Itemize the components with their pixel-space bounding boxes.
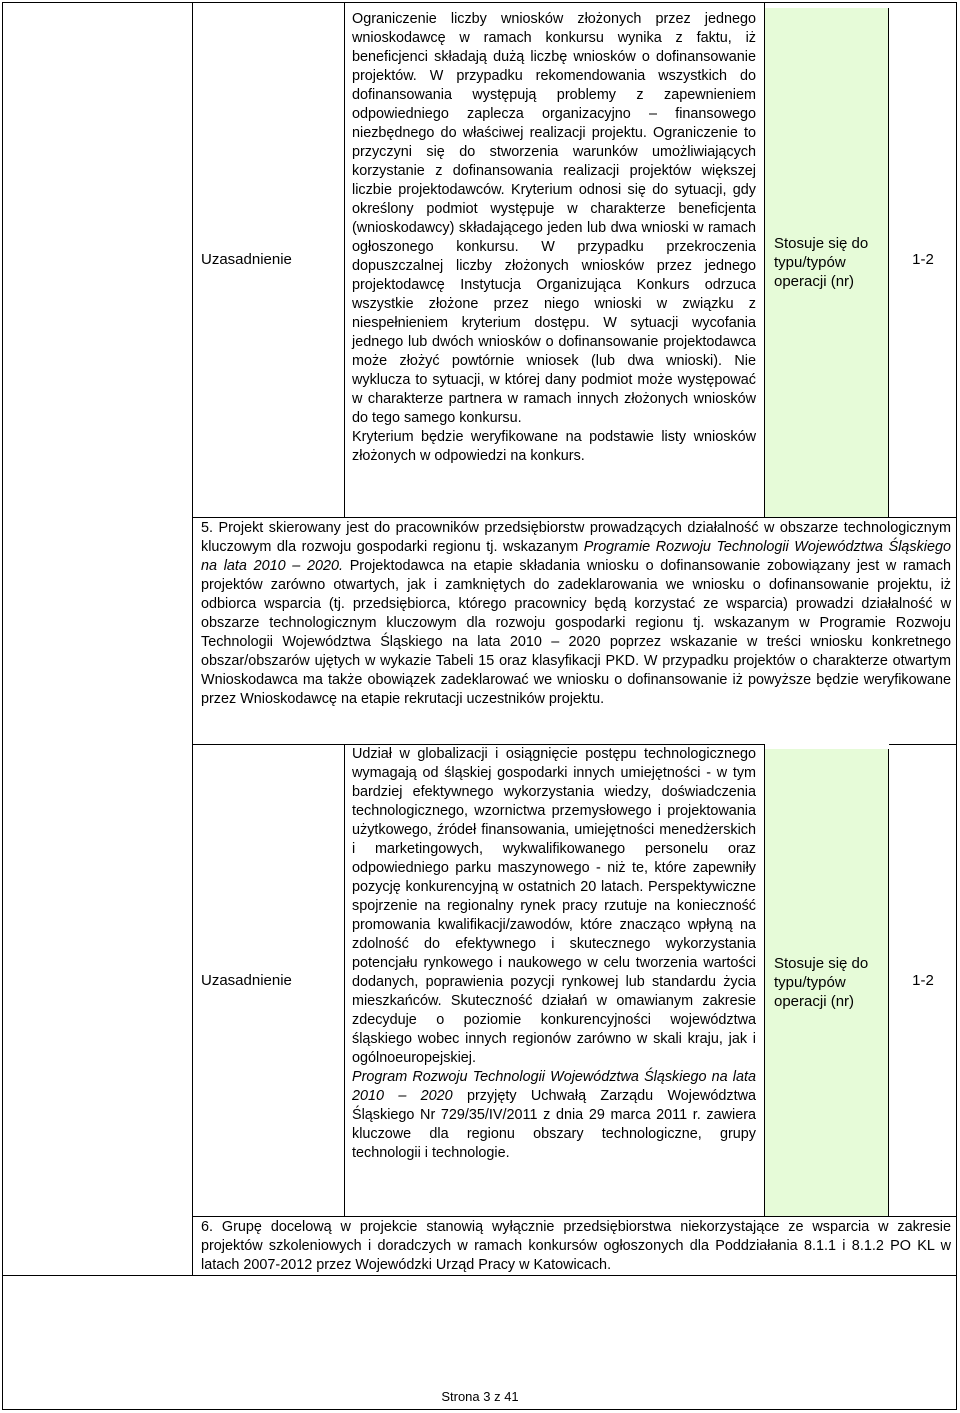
- applies-to-label-2: Stosuje się do typu/typów operacji (nr): [774, 955, 869, 1010]
- criterion-5-text-b: Projektodawca na etapie składania wniosku o dofinansowanie zobowiązany jest w ramach projektów zarówno otwartych, jak i zamkniętych do zadeklarowania we wniosku o dofinansowanie projektu, iż odbiorca wsparcia (tj. przedsiębiorca, którego pracownicy będą korzystać ze wsparcia) prowadzi działalność w obszarze technologicznym kluczowym dla rozwoju gospodarki regionu tj. wskazanym w Programie Rozwoju Technologii Województwa Śląskiego na lata 2010 – 2020 poprzez wskazanie w treści wniosku konkretnego obszar/obszarów ujętych w wykazie Tabeli 15 oraz klasyfikacji PKD. W przypadku projektów o charakterze otwartym Wnioskodawca ma także obowiązek zadeklarować we wniosku o dofinansowanie iż powyższe będzie weryfikowane przez Wnioskodawcę na etapie rekrutacji uczestników projektu.: [201, 558, 952, 707]
- criterion-6: [193, 1216, 957, 1275]
- applies-to-label: Stosuje się do typu/typów operacji (nr): [774, 235, 869, 290]
- program-description: przyjęty Uchwałą Zarządu Województwa Śląskiego Nr 729/35/IV/2011 z dnia 29 marca 2011 r. zawiera kluczowe dla regionu obszary technologiczne, grupy technologii i technologie.: [352, 1088, 756, 1161]
- justification-label: Uzasadnienie: [201, 250, 292, 268]
- operation-number-2: 1-2: [912, 972, 934, 989]
- bottom-divider: [2, 1275, 957, 1276]
- criterion-6-text: 6. Grupę docelową w projekcie stanowią wyłącznie przedsiębiorstwa niekorzystające ze wsparcia w zakresie projektów szkoleniowych i doradczych w ramach konkursów ogłoszonych dla Poddziałania 8.1.1 i 8.1.2 PO KL w latach 2007-2012 przez Wojewódzki Urząd Pracy w Katowicach.: [201, 1219, 951, 1273]
- justification-paragraph-2: Udział w globalizacji i osiągnięcie postępu technologicznego wymagają od śląskiej gospodarki innych umiejętności - w tym bardziej efektywnego wykorzystania wiedzy, doświadczenia technologicznego, wzornictwa przemysłowego i projektowania użytkowego, źródeł finansowania, umiejętności menedżerskich i marketingowych, wykwalifikowanego personelu oraz odpowiedniego parku maszynowego - niż te, które zapewniły pozycję konkurencyjną w ostatnich 20 latach. Perspektywiczne spojrzenie na regionalny rynek pracy rzutuje na konieczność promowania kwalifikacji/zawodów, które znacząco wpłyną na zdolność do efektywnego i skutecznego wykorzystania potencjału rynkowego i naukowego w celu tworzenia wartości dodanych, poprawienia pozycji rynkowej lub standardu życia mieszkańców. Skuteczność działań w omawianym zakresie zdecyduje o poziomie konkurencyjności województwa śląskiego wobec innych regionów zarówno w skali kraju, jak i ogólnoeuropejskiej.: [352, 746, 756, 1066]
- justification-label-2: Uzasadnienie: [201, 971, 292, 989]
- page-number: Strona 3 z 41: [441, 1389, 519, 1404]
- operation-number-cell: [889, 2, 957, 517]
- applies-to-cell: [765, 8, 889, 517]
- left-margin-column: [2, 2, 193, 1275]
- operation-number: 1-2: [912, 251, 934, 268]
- program-paragraph: [352, 1068, 756, 1163]
- criterion-5: [193, 517, 957, 744]
- verification-paragraph: Kryterium będzie weryfikowane na podstawie listy wniosków złożonych w odpowiedzi na konkurs.: [352, 429, 756, 464]
- criterion-5-text-a: 5. Projekt skierowany jest do pracowników przedsiębiorstw prowadzących działalność w obszarze technologicznym kluczowym dla rozwoju gospodarki regionu tj. wskazanym: [201, 520, 951, 555]
- program-name: Program Rozwoju Technologii Województwa Śląskiego na lata 2010 – 2020: [352, 1069, 756, 1104]
- justification-label-cell-2: [193, 744, 345, 1216]
- justification-text-cell-2: [345, 744, 765, 1216]
- criterion-5-program-name: Programie Rozwoju Technologii Województwa Śląskiego na lata 2010 – 2020.: [201, 539, 951, 574]
- applies-to-cell-2: [765, 749, 889, 1216]
- justification-paragraph: Ograniczenie liczby wniosków złożonych przez jednego wnioskodawcę w ramach konkursu wynika z faktu, iż beneficjenci składają dużą liczbę wniosków o dofinansowanie projektów. W przypadku rekomendowania wszystkich do dofinansowania występują problemy z zapewnieniem odpowiedniego zaplecza organizacyjno – finansowego niezbędnego do właściwej realizacji projektu. Ograniczenie to przyczyni się do stworzenia warunków umożliwiających korzystanie z dofinansowania realizacji projektów większej liczbie projektodawców. Kryterium odnosi się do sytuacji, gdy określony podmiot występuje w charakterze beneficjenta (wnioskodawcy) składającego jeden lub dwa wnioski w ramach ogłoszonego konkursu. W przypadku przekroczenia dopuszczalnej liczby złożonych wniosków przez jednego projektodawcę Instytucja Organizująca Konkurs odrzuca wszystkie złożone przez niego wnioski w związku z niespełnieniem kryterium dostępu. W sytuacji wycofania jednego lub dwóch wniosków o dofinansowanie projektodawca może złożyć powtórnie wniosek (lub dwa wnioski). Nie wyklucza to sytuacji, w której dany podmiot może występować w charakterze partnera w ramach innych złożonych wniosków do tego samego konkursu.: [352, 11, 756, 426]
- justification-label-cell: [193, 2, 345, 517]
- justification-text-cell: [345, 2, 765, 517]
- operation-number-cell-2: [889, 744, 957, 1216]
